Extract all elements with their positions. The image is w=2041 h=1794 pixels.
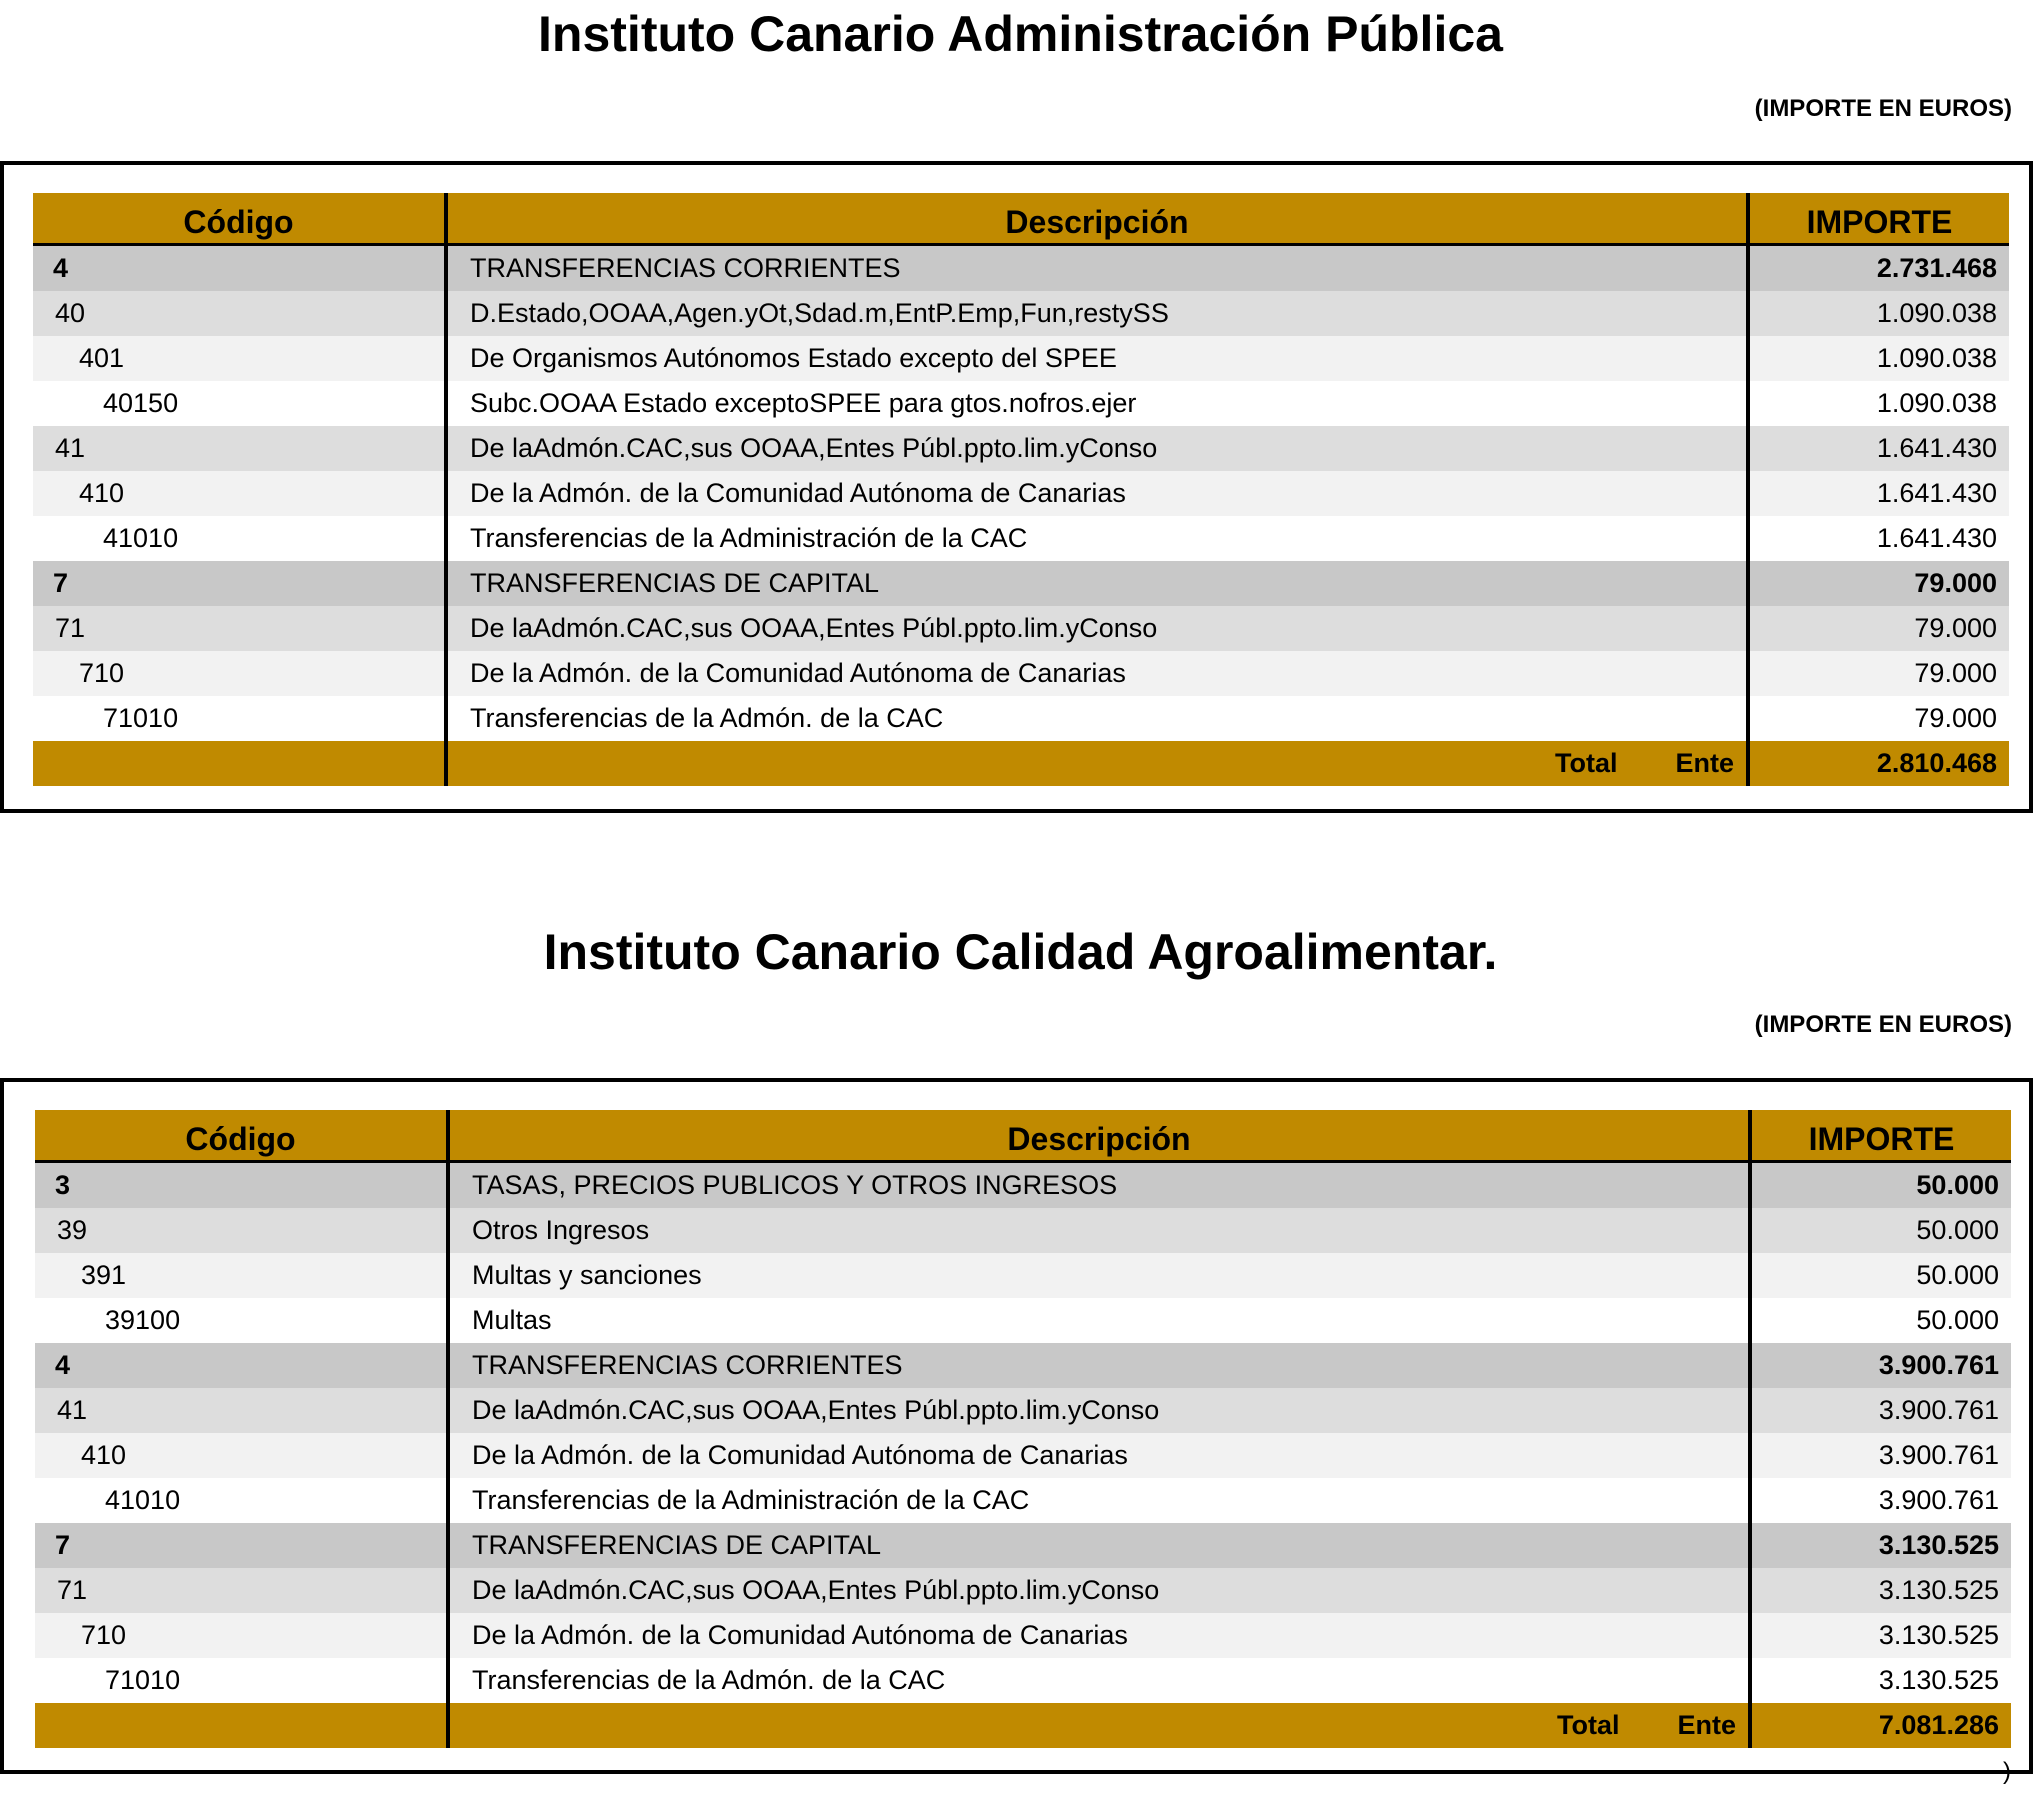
table-row: [35, 1343, 2011, 1388]
row-amount: 3.900.761: [1750, 1343, 2011, 1388]
row-description: TRANSFERENCIAS DE CAPITAL: [448, 1523, 1750, 1568]
row-description: Subc.OOAA Estado exceptoSPEE para gtos.nofros.ejer: [446, 381, 1748, 426]
row-code: 391: [35, 1253, 448, 1298]
row-code: 410: [35, 1433, 448, 1478]
row-amount: 3.900.761: [1750, 1478, 2011, 1523]
row-description: De Organismos Autónomos Estado excepto del SPEE: [446, 336, 1748, 381]
row-description: TRANSFERENCIAS CORRIENTES: [448, 1343, 1750, 1388]
row-code: 4: [35, 1343, 448, 1388]
table-row: [33, 471, 2009, 516]
total-label-word: Total: [1554, 748, 1618, 778]
row-amount: 1.090.038: [1748, 291, 2009, 336]
table-row: [35, 1433, 2011, 1478]
row-amount: 1.641.430: [1748, 426, 2009, 471]
total-label-word: Total: [1556, 1710, 1620, 1740]
table-row: [33, 336, 2009, 381]
total-code-cell: [33, 741, 446, 786]
row-amount: 1.641.430: [1748, 516, 2009, 561]
column-header-code: Código: [35, 1110, 448, 1162]
row-code: 71: [35, 1568, 448, 1613]
table-row: [33, 245, 2009, 292]
row-code: 7: [33, 561, 446, 606]
table-row: [35, 1658, 2011, 1703]
row-code: 401: [33, 336, 446, 381]
total-label: [446, 741, 1748, 786]
row-code: 410: [33, 471, 446, 516]
table-row: [33, 606, 2009, 651]
row-amount: 3.900.761: [1750, 1388, 2011, 1433]
table-row: [35, 1298, 2011, 1343]
column-header-description: Descripción: [446, 193, 1748, 245]
row-description: Transferencias de la Administración de la CAC: [446, 516, 1748, 561]
row-description: De laAdmón.CAC,sus OOAA,Entes Públ.ppto.lim.yConso: [448, 1388, 1750, 1433]
row-amount: 3.900.761: [1750, 1433, 2011, 1478]
row-description: Otros Ingresos: [448, 1208, 1750, 1253]
row-description: D.Estado,OOAA,Agen.yOt,Sdad.m,EntP.Emp,Fun,restySS: [446, 291, 1748, 336]
table-row: [33, 426, 2009, 471]
row-description: De laAdmón.CAC,sus OOAA,Entes Públ.ppto.lim.yConso: [448, 1568, 1750, 1613]
row-description: Multas y sanciones: [448, 1253, 1750, 1298]
column-header-description: Descripción: [448, 1110, 1750, 1162]
row-code: 71010: [33, 696, 446, 741]
table-row: [33, 381, 2009, 426]
row-code: 40150: [33, 381, 446, 426]
row-code: 7: [35, 1523, 448, 1568]
row-amount: 1.090.038: [1748, 381, 2009, 426]
table-row: [35, 1208, 2011, 1253]
section-title: Instituto Canario Administración Pública: [538, 6, 1503, 62]
row-code: 41010: [33, 516, 446, 561]
row-code: 39100: [35, 1298, 448, 1343]
row-code: 39: [35, 1208, 448, 1253]
row-description: Transferencias de la Admón. de la CAC: [446, 696, 1748, 741]
total-code-cell: [35, 1703, 448, 1748]
stray-mark: ): [2003, 1758, 2011, 1785]
total-amount: 2.810.468: [1748, 741, 2009, 786]
row-description: Transferencias de la Admón. de la CAC: [448, 1658, 1750, 1703]
table-header-row: [33, 193, 2009, 245]
units-label: (IMPORTE EN EUROS): [1754, 95, 2012, 122]
row-description: TASAS, PRECIOS PUBLICOS Y OTROS INGRESOS: [448, 1162, 1750, 1209]
row-code: 40: [33, 291, 446, 336]
row-amount: 2.731.468: [1748, 245, 2009, 292]
row-code: 41: [33, 426, 446, 471]
row-amount: 50.000: [1750, 1208, 2011, 1253]
table-row: [35, 1388, 2011, 1433]
row-amount: 79.000: [1748, 561, 2009, 606]
row-amount: 1.090.038: [1748, 336, 2009, 381]
row-description: De la Admón. de la Comunidad Autónoma de Canarias: [446, 651, 1748, 696]
row-amount: 3.130.525: [1750, 1658, 2011, 1703]
total-amount: 7.081.286: [1750, 1703, 2011, 1748]
row-description: De laAdmón.CAC,sus OOAA,Entes Públ.ppto.lim.yConso: [446, 606, 1748, 651]
row-amount: 50.000: [1750, 1162, 2011, 1209]
table-row: [35, 1253, 2011, 1298]
table-row: [33, 561, 2009, 606]
column-header-amount: IMPORTE: [1748, 193, 2009, 245]
row-amount: 79.000: [1748, 651, 2009, 696]
row-description: De la Admón. de la Comunidad Autónoma de Canarias: [446, 471, 1748, 516]
row-code: 41010: [35, 1478, 448, 1523]
budget-table: [33, 193, 2009, 786]
table-row: [35, 1523, 2011, 1568]
row-amount: 79.000: [1748, 606, 2009, 651]
row-amount: 50.000: [1750, 1298, 2011, 1343]
row-code: 4: [33, 245, 446, 292]
row-amount: 79.000: [1748, 696, 2009, 741]
column-header-amount: IMPORTE: [1750, 1110, 2011, 1162]
budget-table: [35, 1110, 2011, 1748]
table-row: [33, 516, 2009, 561]
units-label: (IMPORTE EN EUROS): [1754, 1011, 2012, 1038]
row-description: De la Admón. de la Comunidad Autónoma de Canarias: [448, 1613, 1750, 1658]
row-description: TRANSFERENCIAS DE CAPITAL: [446, 561, 1748, 606]
column-header-code: Código: [33, 193, 446, 245]
row-description: De laAdmón.CAC,sus OOAA,Entes Públ.ppto.lim.yConso: [446, 426, 1748, 471]
total-label: [448, 1703, 1750, 1748]
row-code: 41: [35, 1388, 448, 1433]
row-code: 71: [33, 606, 446, 651]
section-title: Instituto Canario Calidad Agroalimentar.: [543, 924, 1498, 980]
row-amount: 50.000: [1750, 1253, 2011, 1298]
row-code: 3: [35, 1162, 448, 1209]
row-description: Transferencias de la Administración de la CAC: [448, 1478, 1750, 1523]
row-amount: 3.130.525: [1750, 1523, 2011, 1568]
row-description: TRANSFERENCIAS CORRIENTES: [446, 245, 1748, 292]
row-amount: 3.130.525: [1750, 1613, 2011, 1658]
total-label-word: Ente: [1677, 1710, 1736, 1740]
table-row: [35, 1568, 2011, 1613]
row-amount: 1.641.430: [1748, 471, 2009, 516]
row-code: 71010: [35, 1658, 448, 1703]
table-row: [33, 696, 2009, 741]
row-description: De la Admón. de la Comunidad Autónoma de Canarias: [448, 1433, 1750, 1478]
row-code: 710: [35, 1613, 448, 1658]
table-row: [35, 1613, 2011, 1658]
total-label-word: Ente: [1675, 748, 1734, 778]
total-row: [33, 741, 2009, 786]
table-row: [33, 291, 2009, 336]
table-row: [35, 1162, 2011, 1209]
table-row: [35, 1478, 2011, 1523]
row-amount: 3.130.525: [1750, 1568, 2011, 1613]
row-description: Multas: [448, 1298, 1750, 1343]
table-row: [33, 651, 2009, 696]
table-header-row: [35, 1110, 2011, 1162]
row-code: 710: [33, 651, 446, 696]
total-row: [35, 1703, 2011, 1748]
